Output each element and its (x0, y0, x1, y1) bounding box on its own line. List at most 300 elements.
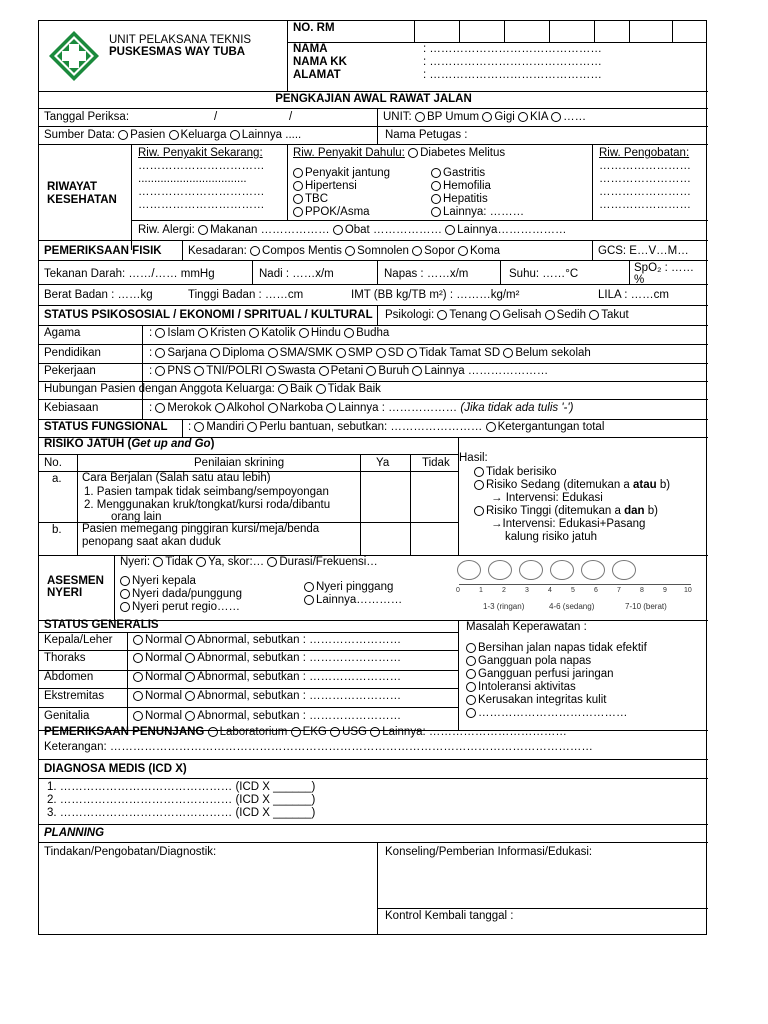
radio-perlu-bantuan[interactable] (247, 422, 257, 432)
penunjang-row (44, 726, 567, 739)
radio-masalah[interactable] (466, 643, 476, 653)
option-label: …… (563, 111, 587, 123)
radio-merokok[interactable] (155, 403, 165, 413)
radio-normal[interactable] (133, 653, 143, 663)
puskesmas-logo-icon (47, 29, 101, 83)
radio-masalah[interactable] (466, 695, 476, 705)
scale-tick: 5 (571, 587, 575, 594)
pekerjaan-options: : PNS TNI/POLRI Swasta Petani Buruh Lainnya ………………… (149, 365, 549, 377)
kebiasaan-note: (Jika tidak ada tulis '-') (460, 402, 574, 414)
kebiasaan-label: Kebiasaan (44, 402, 99, 414)
hasil-label: Hasil: (459, 452, 488, 464)
option-label: Petani (330, 365, 364, 377)
radio-row (304, 594, 402, 607)
penunjang-title: PEMERIKSAAN PENUNJANG (44, 726, 205, 738)
lila-field[interactable]: LILA : ……cm (598, 289, 669, 301)
org-line1: UNIT PELAKSANA TEKNIS (109, 34, 252, 46)
option-label: USG (342, 726, 367, 738)
radio-row (431, 193, 488, 206)
radio-sedih[interactable] (545, 310, 555, 320)
option-label: dan (624, 505, 645, 517)
riw-sekarang-line[interactable]: .................................. (138, 173, 247, 185)
riw-dahulu-label: Riw. Penyakit Dahulu: (293, 147, 405, 159)
radio-gigi[interactable] (482, 112, 492, 122)
riwayat-title2: KESEHATAN (47, 194, 117, 206)
masalah-title: Masalah Keperawatan : (466, 621, 587, 633)
radio-gelisah[interactable] (490, 310, 500, 320)
range-berat: 7-10 (berat) (625, 602, 667, 611)
radio-keluarga[interactable] (169, 130, 179, 140)
scale-tick: 6 (594, 587, 598, 594)
option-label: Pasien (130, 129, 166, 141)
radio-compos-mentis[interactable] (250, 246, 260, 256)
jatuh-a-item1: 1. Pasien tampak tidak seimbang/sempoyongan (84, 486, 329, 498)
riw-sekarang-line[interactable]: …………………………… (138, 186, 265, 198)
option-label: PNS (167, 365, 192, 377)
option-label: Normal (145, 652, 183, 664)
radio-nyeri-ya[interactable] (196, 557, 206, 567)
radio-alergi-lainnya[interactable] (445, 225, 455, 235)
radio-takut[interactable] (589, 310, 599, 320)
option-label: b) (656, 479, 671, 491)
option-label: Lainnya ………………… (424, 365, 549, 377)
radio-row (431, 167, 485, 180)
riw-sekarang-line[interactable]: …………………………… (138, 199, 265, 211)
radio-abnormal[interactable] (185, 635, 195, 645)
radio-abnormal[interactable] (185, 653, 195, 663)
agama-label: Agama (44, 327, 81, 339)
radio-diabetes[interactable] (408, 148, 418, 158)
radio-row (431, 206, 524, 219)
kesadaran-row (188, 245, 500, 258)
radio-budha[interactable] (344, 328, 354, 338)
intervensi-kalung: kalung risiko jatuh (505, 531, 598, 543)
radio-hepatitis[interactable] (431, 194, 441, 204)
radio-normal[interactable] (133, 635, 143, 645)
radio-belum-sekolah[interactable] (503, 348, 513, 358)
radio-kebiasaan-lainnya[interactable] (326, 403, 336, 413)
fisik-title: PEMERIKSAAN FISIK (44, 245, 162, 257)
riwayat-title: RIWAYAT (47, 181, 98, 193)
option-label: Bersihan jalan napas tidak efektif (478, 642, 647, 654)
title-part: RISIKO JATUH ( (44, 438, 132, 450)
scale-tick: 1 (479, 587, 483, 594)
radio-riw-lainnya[interactable] (431, 207, 441, 217)
option-label: Lainnya ..... (241, 129, 302, 141)
riw-dahulu-row (293, 147, 505, 160)
face-4-icon (519, 560, 543, 580)
option-label: Penyakit jantung (305, 167, 391, 179)
imt-field[interactable]: IMT (BB kg/TB m²) : ………kg/m² (351, 289, 520, 301)
radio-tbc[interactable] (293, 194, 303, 204)
option-label: Sedih (556, 309, 586, 321)
radio-buruh[interactable] (366, 366, 376, 376)
radio-risiko-sedang[interactable] (474, 480, 484, 490)
radio-row (431, 180, 491, 193)
option-label: Tidak Baik (327, 383, 381, 395)
radio-row (466, 655, 591, 668)
radio-unit-other[interactable] (551, 112, 561, 122)
option-label: Hipertensi (305, 180, 357, 192)
pendidikan-label: Pendidikan (44, 347, 101, 359)
radio-abnormal[interactable] (185, 672, 195, 682)
psikologi-label: Psikologi: (385, 309, 435, 321)
option-label: Buruh (378, 365, 410, 377)
radio-durasi[interactable] (267, 557, 277, 567)
radio-nyeri-lainnya[interactable] (304, 595, 314, 605)
option-label: Belum sekolah (515, 347, 591, 359)
option-label: KIA (530, 111, 548, 123)
radio-islam[interactable] (155, 328, 165, 338)
option-label: SMP (347, 347, 373, 359)
option-label: EKG (302, 726, 327, 738)
radio-row (474, 505, 658, 518)
kesadaran-label: Kesadaran: (188, 245, 247, 257)
jatuh-a-item2: 2. Menggunakan kruk/tongkat/kursi roda/dibantu (84, 499, 331, 511)
radio-diploma[interactable] (210, 348, 220, 358)
konseling-label: Konseling/Pemberian Informasi/Edukasi: (385, 846, 593, 858)
option-label: SD (387, 347, 404, 359)
range-ringan: 1-3 (ringan) (483, 602, 525, 611)
option-label: Abnormal, sebutkan : …………………… (197, 652, 402, 664)
nyeri-label: Nyeri: (120, 556, 151, 568)
radio-normal[interactable] (133, 691, 143, 701)
diagnosa-3[interactable]: 3. ……………………………………… (ICD X ______) (47, 807, 316, 819)
generalis-thoraks-options (133, 652, 401, 665)
radio-bp-umum[interactable] (415, 112, 425, 122)
radio-mandiri[interactable] (194, 422, 204, 432)
radio-masalah[interactable] (466, 682, 476, 692)
radio-petani[interactable] (319, 366, 329, 376)
radio-row (474, 466, 557, 479)
face-0-icon (457, 560, 481, 580)
option-label: Normal (145, 634, 183, 646)
generalis-row-label: Thoraks (44, 652, 86, 664)
radio-sarjana[interactable] (155, 348, 165, 358)
sumber-data-row (44, 129, 301, 142)
riw-pengobatan-line[interactable]: …………………… (599, 186, 691, 198)
option-label: Lainnya………… (316, 594, 403, 606)
kebiasaan-options: : Merokok Alkohol Narkoba Lainnya : ……………… (Jika tidak ada tulis '-') (149, 402, 574, 414)
radio-row (293, 193, 328, 206)
option-label: Ya, skor:… (208, 556, 265, 568)
jatuh-a-item2b: orang lain (111, 511, 162, 523)
radio-narkoba[interactable] (268, 403, 278, 413)
col-tidak: Tidak (422, 457, 450, 469)
option-label: Durasi/Frekuensi… (279, 556, 378, 568)
option-label: Tidak Tamat SD (418, 347, 501, 359)
radio-pns[interactable] (155, 366, 165, 376)
berat-badan-field[interactable]: Berat Badan : ……kg (44, 289, 153, 301)
option-label: Gastritis (443, 167, 486, 179)
radio-masalah[interactable] (466, 669, 476, 679)
radio-row (293, 180, 357, 193)
nyeri-title: ASESMEN (47, 575, 104, 587)
option-label: Tenang (449, 309, 488, 321)
diagnosa-1[interactable]: 1. ……………………………………… (ICD X ______) (47, 781, 316, 793)
option-label: SMA/SMK (279, 347, 333, 359)
jatuh-b-line1: Pasien memegang pinggiran kursi/meja/benda (82, 523, 320, 535)
riw-pengobatan-line[interactable]: …………………… (599, 199, 691, 211)
pain-faces-icon (457, 560, 643, 584)
radio-tenang[interactable] (437, 310, 447, 320)
agama-options: : Islam Kristen Katolik Hindu Budha (149, 327, 390, 339)
radio-jantung[interactable] (293, 168, 303, 178)
option-label: Gangguan pola napas (478, 655, 592, 667)
face-8-icon (581, 560, 605, 580)
radio-normal[interactable] (133, 711, 143, 721)
option-label: Gelisah (502, 309, 542, 321)
radio-tidak-baik[interactable] (316, 384, 326, 394)
radio-sma[interactable] (268, 348, 278, 358)
option-label: BP Umum (426, 111, 480, 123)
radio-abnormal[interactable] (185, 711, 195, 721)
riw-sekarang-line[interactable]: …………………………… (138, 160, 265, 172)
tekanan-darah-field[interactable]: Tekanan Darah: ……/…… mmHg (44, 268, 215, 280)
option-label: atau (633, 479, 657, 491)
nama-kk-field[interactable]: : ……………………………………… (423, 56, 602, 68)
option-label: Nyeri pinggang (316, 581, 394, 593)
pekerjaan-label: Pekerjaan (44, 365, 96, 377)
radio-swasta[interactable] (266, 366, 276, 376)
option-label: Merokok (167, 402, 212, 414)
radio-alergi-obat[interactable] (333, 225, 343, 235)
unit-options (383, 111, 586, 124)
option-label: Hindu (310, 327, 341, 339)
radio-nyeri-pinggang[interactable] (304, 582, 314, 592)
radio-row (466, 694, 606, 707)
generalis-row-label: Kepala/Leher (44, 634, 113, 646)
generalis-row-label: Abdomen (44, 671, 94, 683)
spo2-unit: % (634, 274, 645, 286)
suhu-field[interactable]: Suhu: ……°C (509, 268, 579, 280)
tinggi-badan-field[interactable]: Tinggi Badan : ……cm (188, 289, 304, 301)
risiko-jatuh-title (44, 438, 214, 451)
date-slash: / (214, 111, 218, 123)
keterangan-field[interactable]: Keterangan: ……………………………………………………………………………………………………………… (44, 741, 593, 753)
radio-masalah[interactable] (466, 708, 476, 718)
scale-tick: 3 (525, 587, 529, 594)
radio-hipertensi[interactable] (293, 181, 303, 191)
sumber-data-label: Sumber Data: (44, 129, 115, 141)
radio-alergi-makanan[interactable] (198, 225, 208, 235)
option-label: Lainnya: ……… (443, 206, 525, 218)
radio-ppok[interactable] (293, 207, 303, 217)
generalis-title: STATUS GENERALIS (44, 619, 159, 631)
option-label: Makanan ……………… (210, 224, 330, 236)
generalis-genitalia-options (133, 710, 401, 723)
option-label: Laboratorium (219, 726, 288, 738)
option-label: Hemofilia (443, 180, 491, 192)
col-no: No. (44, 457, 62, 469)
alergi-label: Riw. Alergi: (138, 224, 195, 236)
riw-sekarang-label: Riw. Penyakit Sekarang: (138, 147, 263, 159)
option-label: Gangguan perfusi jaringan (478, 668, 614, 680)
scale-tick: 7 (617, 587, 621, 594)
hubungan-row (44, 383, 381, 396)
option-label: Baik (290, 383, 313, 395)
tanggal-periksa-label: Tanggal Periksa: (44, 111, 130, 123)
option-label: Budha (356, 327, 390, 339)
radio-nyeri-dada[interactable] (120, 589, 130, 599)
option-label: Obat ……………… (344, 224, 442, 236)
diagnosa-2[interactable]: 2. ……………………………………… (ICD X ______) (47, 794, 316, 806)
generalis-row-label: Genitalia (44, 710, 90, 722)
radio-ketergantungan[interactable] (486, 422, 496, 432)
option-label: Kerusakan integritas kulit (478, 694, 607, 706)
radio-nyeri-perut[interactable] (120, 602, 130, 612)
radio-baik[interactable] (278, 384, 288, 394)
radio-normal[interactable] (133, 672, 143, 682)
radio-tidak-berisiko[interactable] (474, 467, 484, 477)
option-label: Perlu bantuan, sebutkan: …………………… (259, 421, 483, 433)
pendidikan-options: : Sarjana Diploma SMA/SMK SMP SD Tidak Tamat SD Belum sekolah (149, 347, 591, 359)
scale-tick: 2 (502, 587, 506, 594)
option-label: b) (644, 505, 658, 517)
option-label: Abnormal, sebutkan : …………………… (197, 634, 402, 646)
radio-row (293, 206, 370, 219)
radio-row (120, 601, 240, 614)
option-label: Nyeri kepala (132, 575, 196, 587)
option-label: PPOK/Asma (305, 206, 370, 218)
radio-row (304, 581, 393, 594)
spo2-field[interactable]: SpO₂ : …… (634, 262, 695, 274)
option-label: Normal (145, 710, 183, 722)
option-label: Lainnya : ……………… (338, 402, 458, 414)
option-label: Sopor (424, 245, 455, 257)
option-label: Compos Mentis (262, 245, 342, 257)
row-a: a. (52, 473, 62, 485)
range-sedang: 4-6 (sedang) (549, 602, 595, 611)
radio-somnolen[interactable] (345, 246, 355, 256)
option-label: Mandiri (206, 421, 245, 433)
radio-sopor[interactable] (412, 246, 422, 256)
kontrol-kembali-label: Kontrol Kembali tanggal : (385, 910, 514, 922)
radio-katolik[interactable] (249, 328, 259, 338)
riw-pengobatan-line[interactable]: …………………… (599, 160, 691, 172)
scale-tick: 9 (663, 587, 667, 594)
option-label: Nyeri dada/punggung (132, 588, 242, 600)
riw-pengobatan-line[interactable]: …………………… (599, 173, 691, 185)
radio-row (466, 681, 576, 694)
radio-row (466, 668, 614, 681)
option-label: Islam (167, 327, 195, 339)
tindakan-label: Tindakan/Pengobatan/Diagnostik: (44, 846, 217, 858)
radio-row (466, 707, 628, 720)
radio-kristen[interactable] (198, 328, 208, 338)
generalis-kepala-options (133, 634, 401, 647)
option-label: TNI/POLRI (206, 365, 263, 377)
option-label: Hepatitis (443, 193, 488, 205)
napas-field[interactable]: Napas : ……x/m (384, 268, 469, 280)
date-slash: / (289, 111, 293, 123)
radio-sd[interactable] (376, 348, 386, 358)
option-label: Katolik (261, 327, 296, 339)
option-label: Diploma (222, 347, 265, 359)
assessment-form (38, 20, 707, 935)
nama-field[interactable]: : ……………………………………… (423, 43, 602, 55)
radio-ekg[interactable] (291, 727, 301, 737)
alergi-row (138, 224, 566, 237)
radio-nyeri-tidak[interactable] (153, 557, 163, 567)
radio-sumber-lainnya[interactable] (230, 130, 240, 140)
face-6-icon (550, 560, 574, 580)
radio-alkohol[interactable] (215, 403, 225, 413)
radio-koma[interactable] (458, 246, 468, 256)
radio-penunjang-lainnya[interactable] (370, 727, 380, 737)
radio-masalah[interactable] (466, 656, 476, 666)
title-part: Get up and Go (131, 438, 211, 450)
unit-label: UNIT: (383, 111, 412, 123)
radio-usg[interactable] (330, 727, 340, 737)
radio-pekerjaan-lainnya[interactable] (412, 366, 422, 376)
radio-lab[interactable] (208, 727, 218, 737)
radio-tidak-tamat-sd[interactable] (407, 348, 417, 358)
generalis-abdomen-options (133, 671, 401, 684)
radio-hindu[interactable] (299, 328, 309, 338)
option-label: Kristen (210, 327, 246, 339)
option-label: Swasta (277, 365, 316, 377)
radio-gastritis[interactable] (431, 168, 441, 178)
radio-pasien[interactable] (118, 130, 128, 140)
option-label: Koma (470, 245, 501, 257)
option-label: Gigi (494, 111, 515, 123)
radio-smp[interactable] (336, 348, 346, 358)
nyeri-title2: NYERI (47, 587, 83, 599)
radio-row (293, 167, 390, 180)
alamat-field[interactable]: : ……………………………………… (423, 69, 602, 81)
nama-petugas-label: Nama Petugas : (385, 129, 468, 141)
title-part: ) (210, 438, 215, 450)
radio-risiko-tinggi[interactable] (474, 506, 484, 516)
intervensi-edukasi: → Intervensi: Edukasi (491, 492, 603, 504)
radio-tni-polri[interactable] (194, 366, 204, 376)
nadi-field[interactable]: Nadi : ……x/m (259, 268, 334, 280)
form-title: PENGKAJIAN AWAL RAWAT JALAN (275, 93, 472, 105)
option-label: Lainnya……………… (457, 224, 567, 236)
nama-kk-label: NAMA KK (293, 56, 347, 68)
option-label: Risiko Tinggi (ditemukan a (486, 505, 625, 517)
option-label: Abnormal, sebutkan : …………………… (197, 671, 402, 683)
jatuh-b-line2: penopang saat akan duduk (82, 536, 221, 548)
option-label: Abnormal, sebutkan : …………………… (197, 690, 402, 702)
scale-tick: 0 (456, 587, 460, 594)
option-label: Takut (601, 309, 629, 321)
radio-nyeri-kepala[interactable] (120, 576, 130, 586)
nama-label: NAMA (293, 43, 328, 55)
radio-row (474, 479, 670, 492)
option-label: TBC (305, 193, 328, 205)
no-rm-label: NO. RM (293, 22, 335, 34)
riw-pengobatan-label: Riw. Pengobatan: (599, 147, 690, 159)
jatuh-a-title: Cara Berjalan (Salah satu atau lebih) (82, 472, 271, 484)
radio-row (120, 588, 242, 601)
option-label: Lainnya: ……………………………… (382, 726, 567, 738)
option-label: Intoleransi aktivitas (478, 681, 576, 693)
generalis-row-label: Ekstremitas (44, 690, 105, 702)
radio-kia[interactable] (518, 112, 528, 122)
option-label: Normal (145, 671, 183, 683)
option-label: ………………………………… (478, 707, 628, 719)
option-label: Keluarga (180, 129, 227, 141)
gcs-field[interactable]: GCS: E…V…M… (598, 245, 689, 257)
nyeri-row (120, 556, 378, 569)
option-label: Tidak (165, 556, 193, 568)
radio-abnormal[interactable] (185, 691, 195, 701)
scale-tick: 10 (684, 587, 692, 594)
option-label: Diabetes Melitus (420, 147, 506, 159)
radio-hemofilia[interactable] (431, 181, 441, 191)
